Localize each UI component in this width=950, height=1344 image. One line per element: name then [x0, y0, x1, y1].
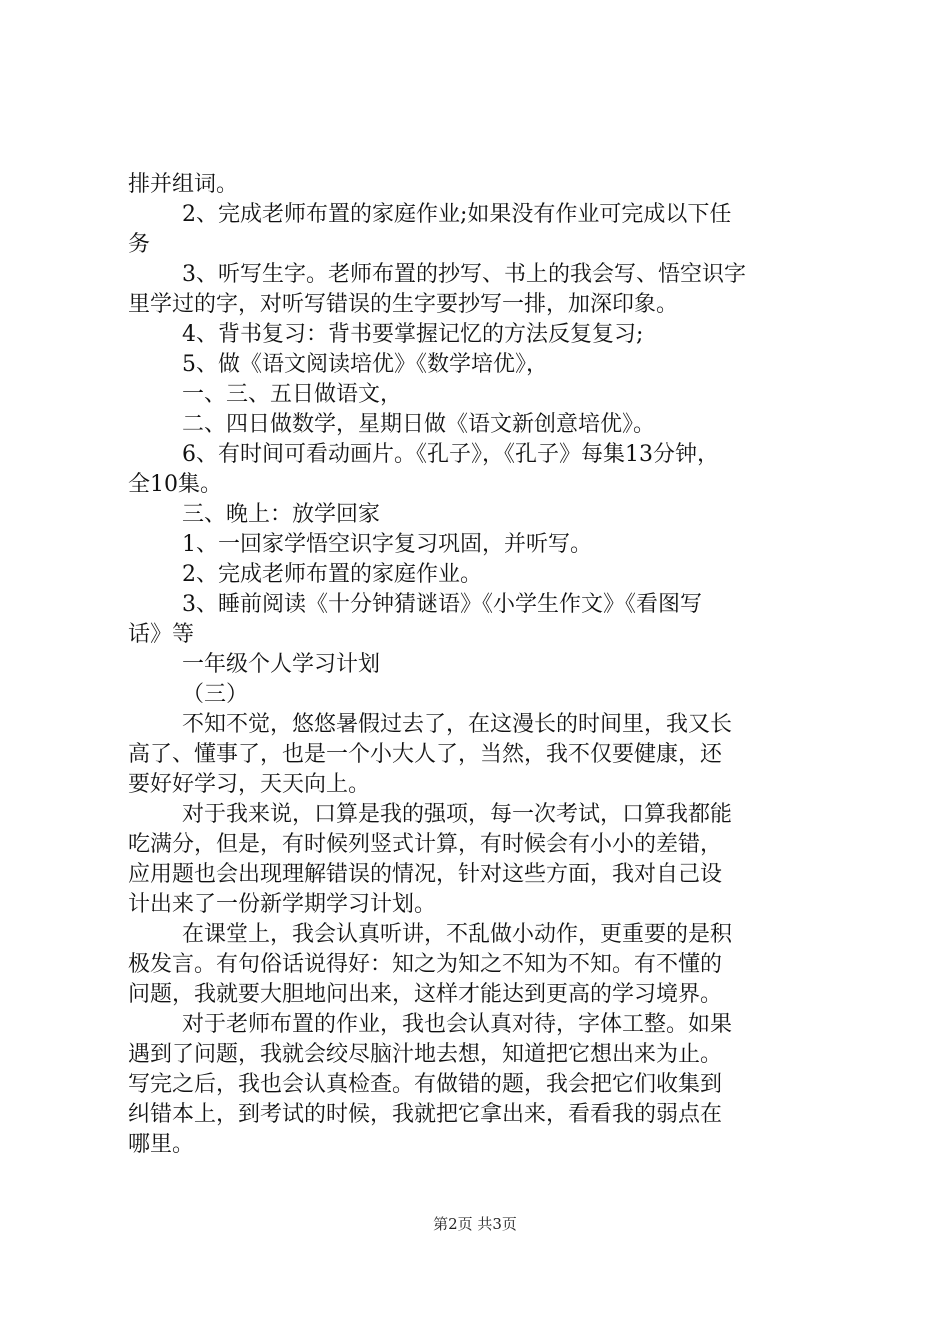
text-line: 吃满分，但是，有时候列竖式计算，有时候会有小小的差错，	[128, 832, 723, 857]
text-line: 全10集。	[128, 472, 222, 497]
text-line: 写完之后，我也会认真检查。有做错的题，我会把它们收集到	[128, 1072, 723, 1097]
text-line: 2、完成老师布置的家庭作业。	[182, 562, 482, 587]
text-line: （三）	[182, 682, 249, 707]
text-line: 2、完成老师布置的家庭作业;如果没有作业可完成以下任	[182, 202, 732, 227]
text-line: 务	[128, 232, 151, 257]
text-line: 要好好学习，天天向上。	[128, 772, 371, 797]
text-line: 二、四日做数学，星期日做《语文新创意培优》。	[182, 412, 656, 437]
text-line: 话》等	[128, 622, 195, 647]
text-line: 应用题也会出现理解错误的情况，针对这些方面，我对自己设	[128, 862, 723, 887]
text-line: 对于我来说，口算是我的强项，每一次考试，口算我都能	[182, 802, 733, 827]
document-body	[128, 170, 840, 1160]
text-line: 3、听写生字。老师布置的抄写、书上的我会写、悟空识字	[182, 262, 746, 287]
text-line: 问题，我就要大胆地问出来，这样才能达到更高的学习境界。	[128, 982, 723, 1007]
text-line: 纠错本上，到考试的时候，我就把它拿出来，看看我的弱点在	[128, 1102, 723, 1127]
text-line: 4、背书复习：背书要掌握记忆的方法反复复习;	[182, 322, 644, 347]
text-line: 高了、懂事了，也是一个小大人了，当然，我不仅要健康，还	[128, 742, 723, 767]
text-line: 三、晚上：放学回家	[182, 502, 381, 527]
page-footer: 第2页 共3页	[433, 1215, 517, 1233]
text-line: 哪里。	[128, 1132, 195, 1157]
text-line: 1、一回家学悟空识字复习巩固，并听写。	[182, 532, 592, 557]
text-line: 对于老师布置的作业，我也会认真对待，字体工整。如果	[182, 1012, 733, 1037]
text-line: 排并组词。	[128, 172, 239, 197]
text-line: 极发言。有句俗话说得好：知之为知之不知为不知。有不懂的	[128, 952, 723, 977]
text-line: 3、睡前阅读《十分钟猜谜语》《小学生作文》《看图写	[182, 592, 702, 617]
text-line: 5、做《语文阅读培优》《数学培优》，	[182, 352, 548, 377]
text-line: 遇到了问题，我就会绞尽脑汁地去想，知道把它想出来为止。	[128, 1042, 723, 1067]
text-line: 6、有时间可看动画片。《孔子》，《孔子》每集13分钟，	[182, 442, 719, 467]
text-line: 计出来了一份新学期学习计划。	[128, 892, 437, 917]
text-line: 一、三、五日做语文，	[182, 382, 403, 407]
text-line: 里学过的字，对听写错误的生字要抄写一排，加深印象。	[128, 292, 679, 317]
text-line: 在课堂上，我会认真听讲，不乱做小动作，更重要的是积	[182, 922, 733, 947]
text-line: 不知不觉，悠悠暑假过去了，在这漫长的时间里，我又长	[182, 712, 733, 737]
text-line: 一年级个人学习计划	[182, 652, 381, 677]
